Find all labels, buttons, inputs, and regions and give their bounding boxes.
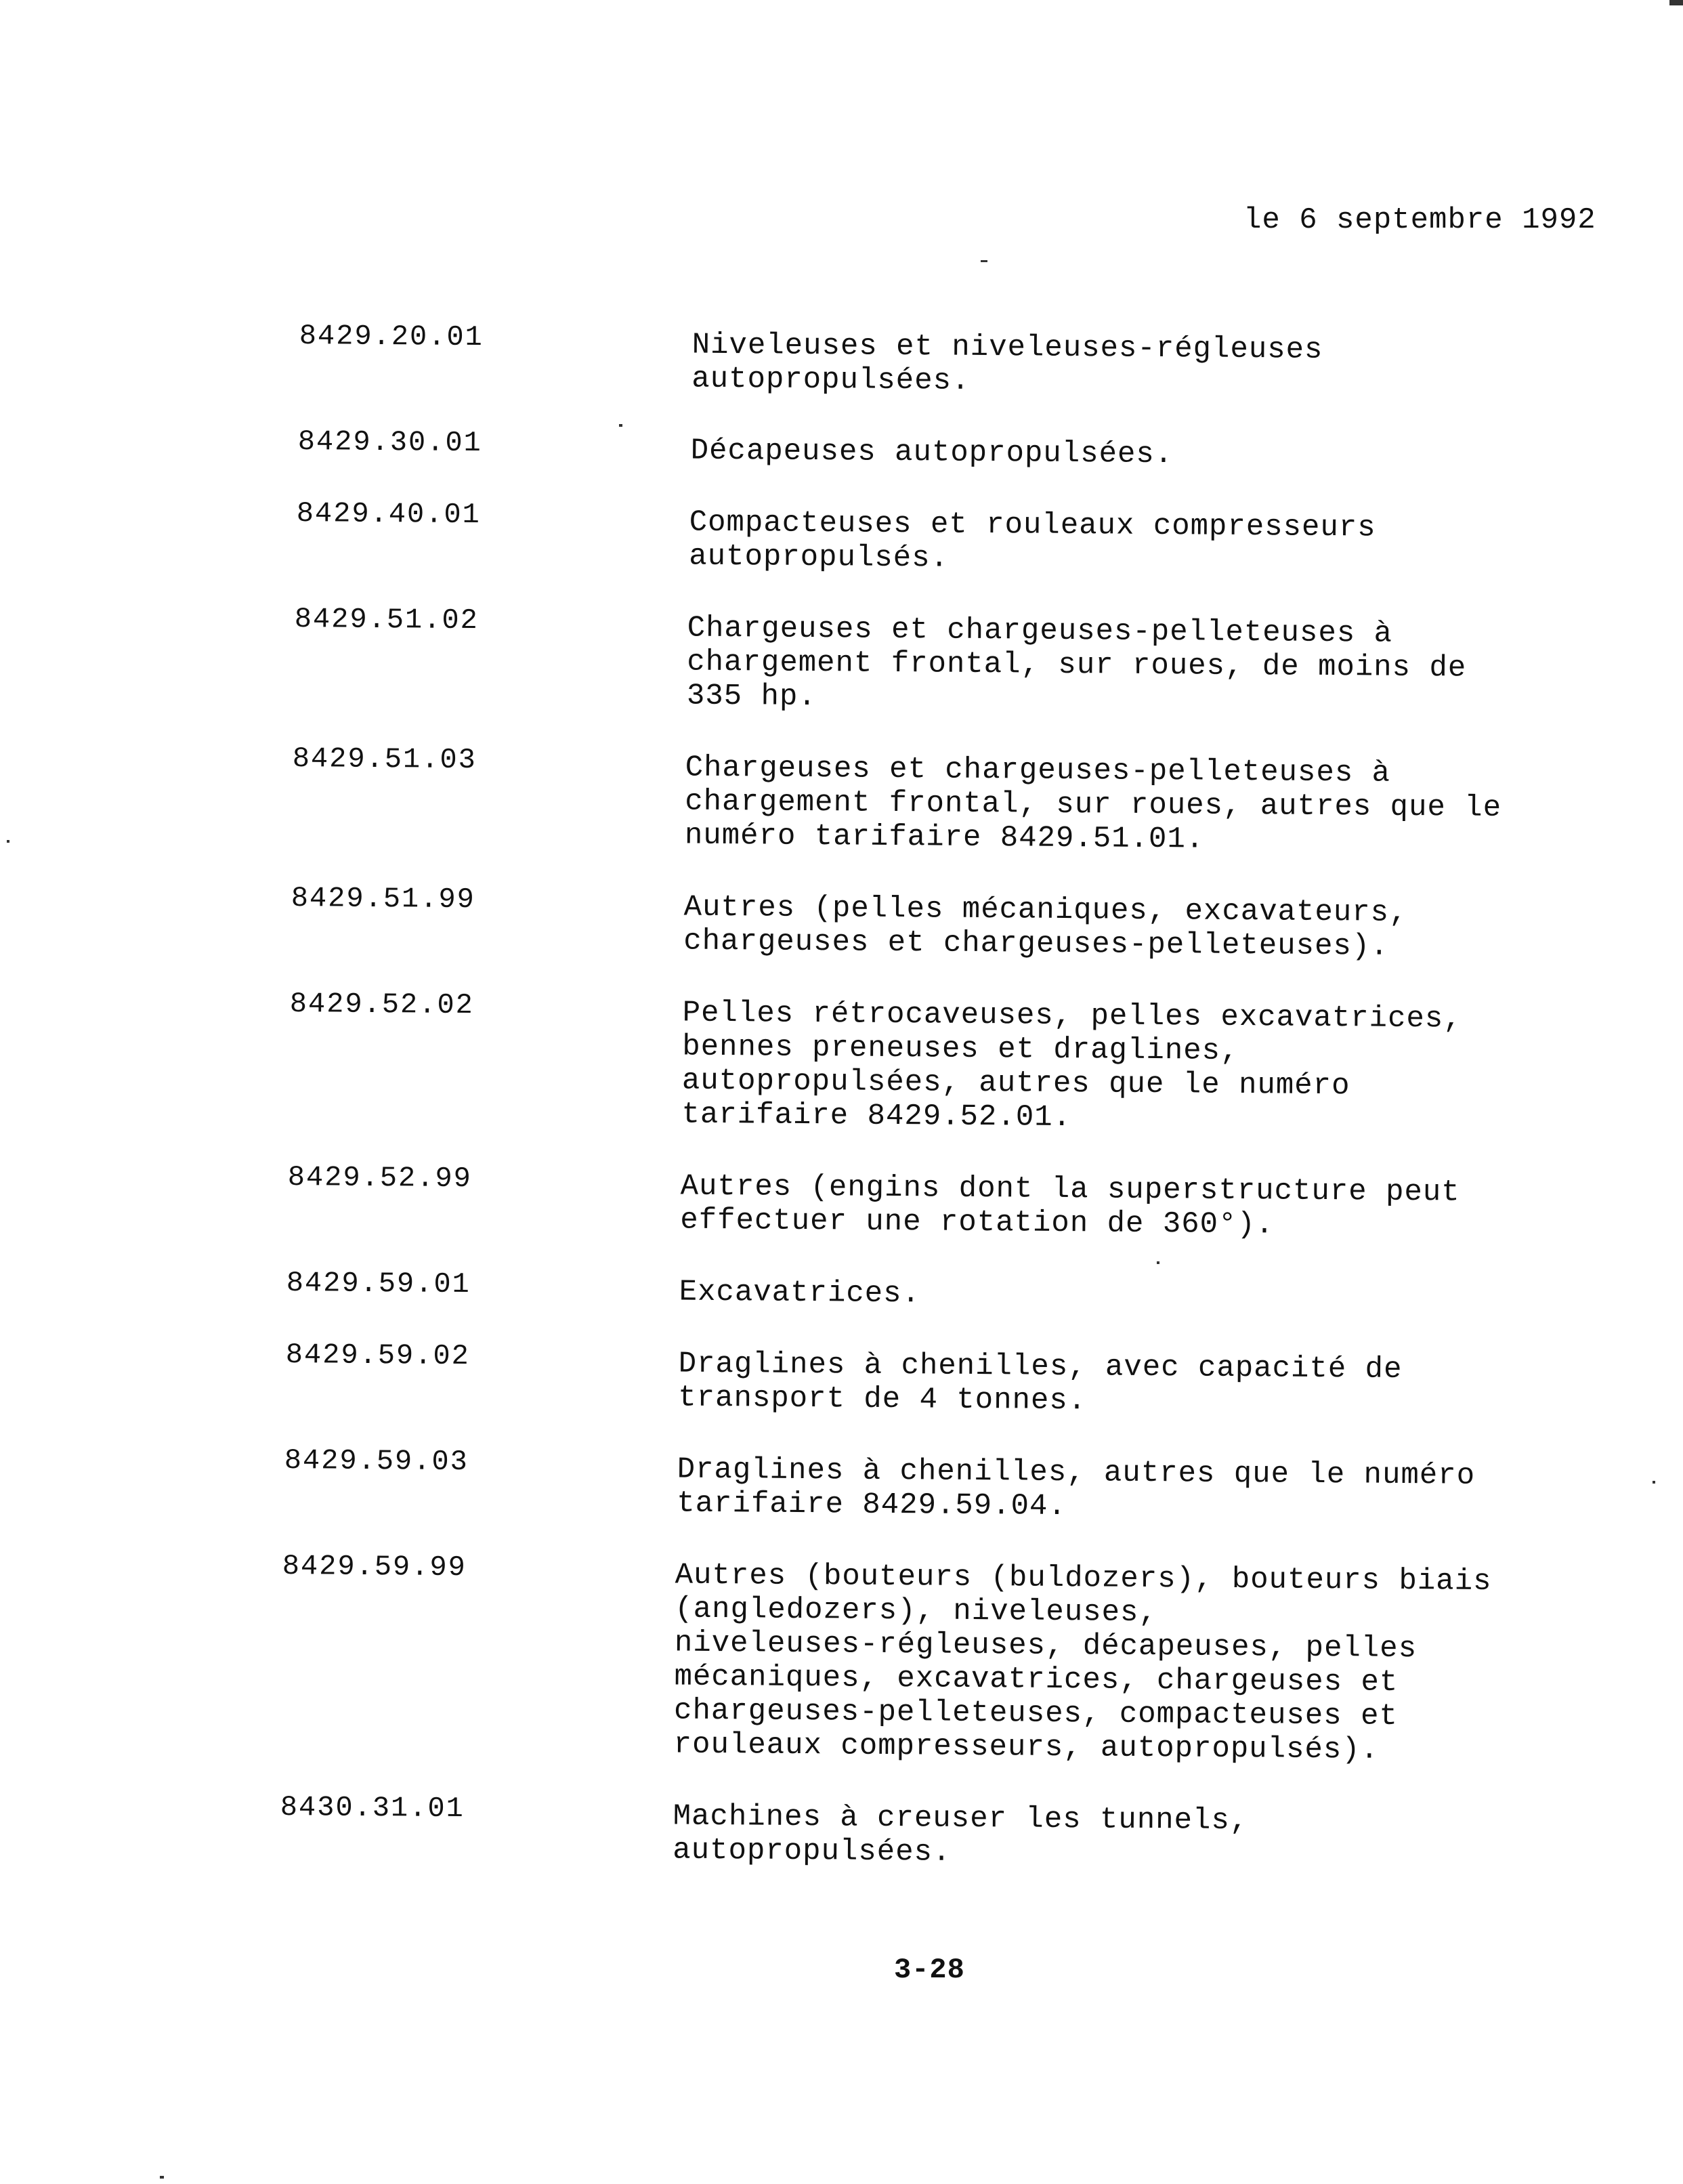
tariff-code: 8429.51.03 xyxy=(292,742,477,777)
tariff-entry xyxy=(296,496,1612,581)
scan-speck xyxy=(981,260,987,262)
tariff-description: Draglines à chenilles, avec capacité de transport de 4 tonnes. xyxy=(678,1347,1403,1419)
tariff-entry xyxy=(286,1265,1612,1316)
tariff-code: 8429.52.02 xyxy=(289,988,475,1022)
tariff-description: Chargeuses et chargeuses-pelleteuses à chargement frontal, sur roues, de moins de 335 hp. xyxy=(686,611,1467,715)
document-date: le 6 septembre 1992 xyxy=(1243,203,1596,237)
tariff-code: 8429.59.01 xyxy=(286,1266,471,1301)
tariff-description: Niveleuses et niveleuses-régleuses autopropulsées. xyxy=(691,328,1323,398)
tariff-entry xyxy=(284,1443,1612,1528)
tariff-description: Pelles rétrocaveuses, pelles excavatrices, bennes preneuses et draglines, autopropulsées, autres que le numéro tarifaire 8429.52.01. xyxy=(681,996,1462,1135)
tariff-code: 8430.31.01 xyxy=(280,1791,465,1826)
tariff-entry xyxy=(298,424,1612,475)
tariff-code: 8429.51.02 xyxy=(294,602,480,637)
tariff-description: Excavatrices. xyxy=(679,1275,921,1311)
tariff-entry xyxy=(294,602,1612,720)
tariff-entry-list xyxy=(280,318,1612,1895)
tariff-entry xyxy=(285,1337,1612,1422)
scan-speck xyxy=(7,840,9,843)
scan-speck xyxy=(1653,1481,1655,1484)
scan-speck xyxy=(619,424,622,427)
tariff-entry xyxy=(280,1790,1612,1874)
tariff-description: Chargeuses et chargeuses-pelleteuses à chargement frontal, sur roues, autres que le numéro tarifaire 8429.51.01. xyxy=(684,751,1502,857)
scan-speck xyxy=(1157,1261,1159,1264)
tariff-entry xyxy=(291,881,1612,965)
tariff-code: 8429.52.99 xyxy=(287,1160,473,1196)
tariff-description: Compacteuses et rouleaux compresseurs autopropulsés. xyxy=(689,505,1376,576)
tariff-code: 8429.20.01 xyxy=(299,319,484,354)
tariff-entry xyxy=(289,986,1612,1139)
tariff-code: 8429.30.01 xyxy=(297,425,483,460)
tariff-description: Autres (engins dont la superstructure peut effectuer une rotation de 360°). xyxy=(680,1169,1460,1242)
tariff-description: Machines à creuser les tunnels, autopropulsées. xyxy=(673,1799,1249,1870)
scan-speck xyxy=(1669,0,1683,5)
tariff-description: Autres (bouteurs (buldozers), bouteurs biais (angledozers), niveleuses, niveleuses-régleuses, décapeuses, pelles mécaniques, excavatrices, chargeuses et chargeuses-pelleteuses, compacteuses et rouleaux compresseurs, autopropulsés). xyxy=(673,1558,1492,1767)
tariff-code: 8429.59.03 xyxy=(284,1444,469,1479)
tariff-code: 8429.51.99 xyxy=(291,882,476,917)
tariff-code: 8429.59.99 xyxy=(282,1550,467,1584)
page-number: 3-28 xyxy=(894,1954,965,1986)
tariff-description: Draglines à chenilles, autres que le numéro tarifaire 8429.59.04. xyxy=(677,1452,1476,1524)
tariff-entry xyxy=(292,741,1612,860)
tariff-entry xyxy=(287,1160,1612,1244)
tariff-description: Décapeuses autopropulsées. xyxy=(690,434,1174,472)
tariff-entry xyxy=(299,318,1612,403)
scan-speck xyxy=(160,2176,164,2179)
tariff-code: 8429.59.02 xyxy=(285,1338,471,1373)
tariff-entry xyxy=(281,1549,1612,1769)
tariff-description: Autres (pelles mécaniques, excavateurs, chargeuses et chargeuses-pelleteuses). xyxy=(683,890,1408,964)
tariff-code: 8429.40.01 xyxy=(296,497,482,532)
